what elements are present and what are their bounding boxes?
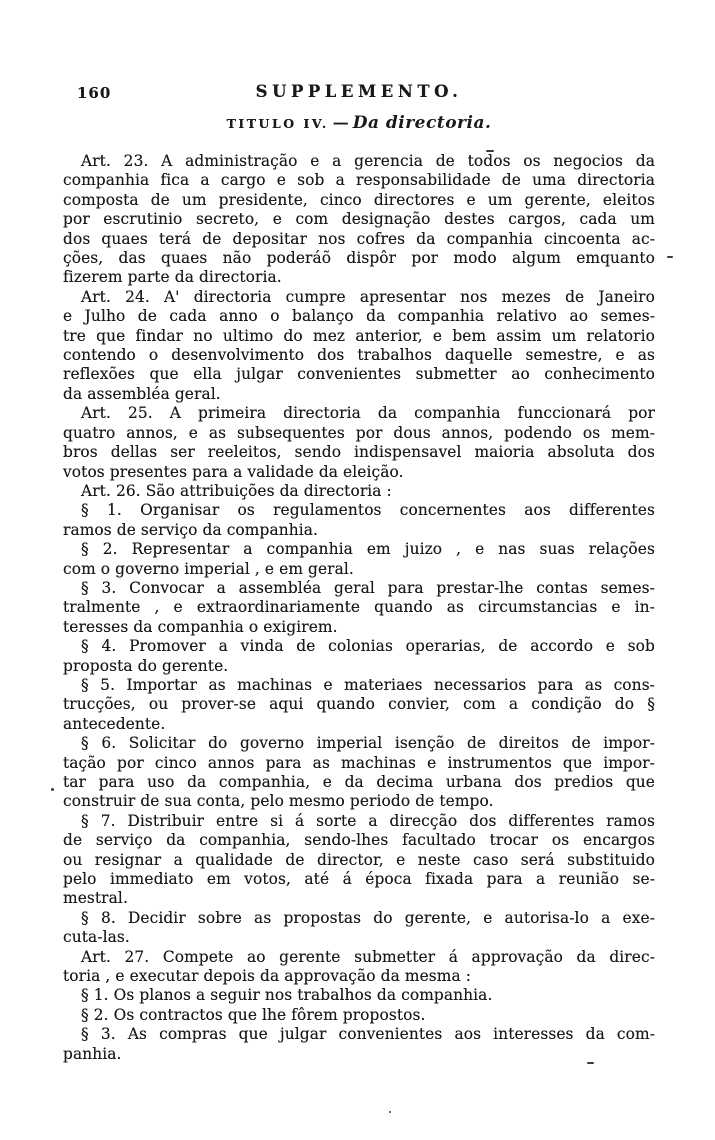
paragraph (63, 540, 655, 579)
text-line: § 1. Organisar os regulamentos concernentes aos differentes (81, 501, 655, 520)
text-line: reflexões que ella julgar convenientes submetter ao conhecimento (63, 365, 655, 384)
scan-artifact (486, 150, 494, 152)
body-text (63, 152, 655, 1064)
section-title-dash: — (332, 113, 349, 132)
text-line: Art. 27. Compete ao gerente submetter á approvação da direc- (81, 947, 655, 966)
paragraph (63, 676, 655, 734)
text-line: § 7. Distribuir entre si á sorte a direcção dos differentes ramos (81, 811, 655, 830)
text-line: proposta do gerente. (63, 656, 229, 675)
text-line: construir de sua conta, pelo mesmo periodo de tempo. (63, 792, 494, 811)
text-line: composta de um presidente, cinco directores e um gerente, eleitos (63, 190, 655, 209)
text-line: quatro annos, e as subsequentes por dous annos, podendo os mem- (63, 423, 655, 442)
paragraph (63, 1006, 655, 1025)
paragraph (63, 288, 655, 404)
text-line: votos presentes para a validade da eleição. (63, 462, 404, 481)
text-line: por escrutinio secreto, e com designação destes cargos, cada um (63, 210, 655, 229)
text-line: § 3. As compras que julgar convenientes aos interesses da com- (81, 1025, 655, 1044)
paragraph (63, 579, 655, 637)
text-line: Art. 25. A primeira directoria da companhia funccionará por (81, 404, 655, 423)
section-title-name: Da directoria. (352, 113, 492, 133)
text-line: ções, das quaes não poderáõ dispôr por modo algum emquanto (63, 249, 655, 268)
paragraph (63, 734, 655, 812)
text-line: § 6. Solicitar do governo imperial isenção de direitos de impor- (81, 734, 655, 753)
text-line: Art. 24. A' directoria cumpre apresentar nos mezes de Janeiro (81, 287, 655, 306)
text-line: companhia fica a cargo e sob a responsabilidade de uma directoria (63, 171, 655, 190)
paragraph (63, 909, 655, 948)
text-line: Art. 26. São attribuições da directoria : (81, 481, 392, 500)
text-line: tação por cinco annos para as machinas e instrumentos que impor- (63, 753, 655, 772)
section-title-number: TITULO IV. (226, 116, 329, 131)
text-line: trucções, ou prover-se aqui quando convier, com a condição do § (63, 695, 655, 714)
text-line: mestral. (63, 889, 128, 908)
text-line: teresses da companhia o exigirem. (63, 617, 338, 636)
section-title (63, 113, 655, 133)
scan-artifact (667, 256, 673, 258)
text-line: panhia. (63, 1044, 122, 1063)
text-line: § 3. Convocar a assembléa geral para prestar-lhe contas semes- (81, 578, 655, 597)
text-line: ramos de serviço da companhia. (63, 520, 319, 539)
text-line: § 4. Promover a vinda de colonias operarias, de accordo e sob (81, 637, 655, 656)
page-number: 160 (77, 84, 112, 102)
text-line: ou resignar a qualidade de director, e neste caso será substituido (63, 850, 655, 869)
text-line: de serviço da companhia, sendo-lhes facultado trocar os encargos (63, 831, 655, 850)
text-line: toria , e executar depois da approvação da mesma : (63, 967, 472, 986)
text-line: § 2. Os contractos que lhe fôrem propostos. (81, 1005, 426, 1024)
paragraph (63, 948, 655, 987)
page-header (63, 82, 655, 104)
running-header: SUPPLEMENTO. (255, 82, 463, 101)
text-line: antecedente. (63, 714, 166, 733)
text-line: § 5. Importar as machinas e materiaes necessarios para as cons- (81, 675, 655, 694)
scan-artifact (389, 1111, 391, 1113)
scan-artifact (587, 1062, 594, 1064)
text-line: tralmente , e extraordinariamente quando as circumstancias e in- (63, 598, 655, 617)
text-line: dos quaes terá de depositar nos cofres da companhia cincoenta ac- (63, 229, 655, 248)
text-line: contendo o desenvolvimento dos trabalhos daquelle semestre, e as (63, 346, 655, 365)
paragraph (63, 404, 655, 482)
text-line: § 1. Os planos a seguir nos trabalhos da companhia. (81, 986, 493, 1005)
text-line: com o governo imperial , e em geral. (63, 559, 354, 578)
paragraph (63, 482, 655, 501)
text-line: Art. 23. A administração e a gerencia de todos os negocios da (81, 152, 655, 170)
text-line: § 2. Representar a companhia em juizo , e nas suas relações (81, 540, 655, 559)
paragraph (63, 1025, 655, 1064)
text-line: da assembléa geral. (63, 384, 221, 403)
text-line: fizerem parte da directoria. (63, 268, 282, 287)
text-line: e Julho de cada anno o balanço da companhia relativo ao semes- (63, 307, 655, 326)
paragraph (63, 637, 655, 676)
text-line: cuta-las. (63, 928, 130, 947)
text-line: § 8. Decidir sobre as propostas do gerente, e autorisa-lo a exe- (81, 908, 655, 927)
scan-artifact (51, 788, 54, 791)
paragraph (63, 812, 655, 909)
text-line: bros dellas ser reeleitos, sendo indispensavel maioria absoluta dos (63, 443, 655, 462)
text-line: tar para uso da companhia, e da decima urbana dos predios que (63, 773, 655, 791)
paragraph (63, 501, 655, 540)
paragraph (63, 152, 655, 288)
text-line: tre que findar no ultimo do mez anterior, e bem assim um relatorio (63, 326, 655, 345)
text-line: pelo immediato em votos, até á época fixada para a reunião se- (63, 870, 655, 889)
paragraph (63, 986, 655, 1005)
